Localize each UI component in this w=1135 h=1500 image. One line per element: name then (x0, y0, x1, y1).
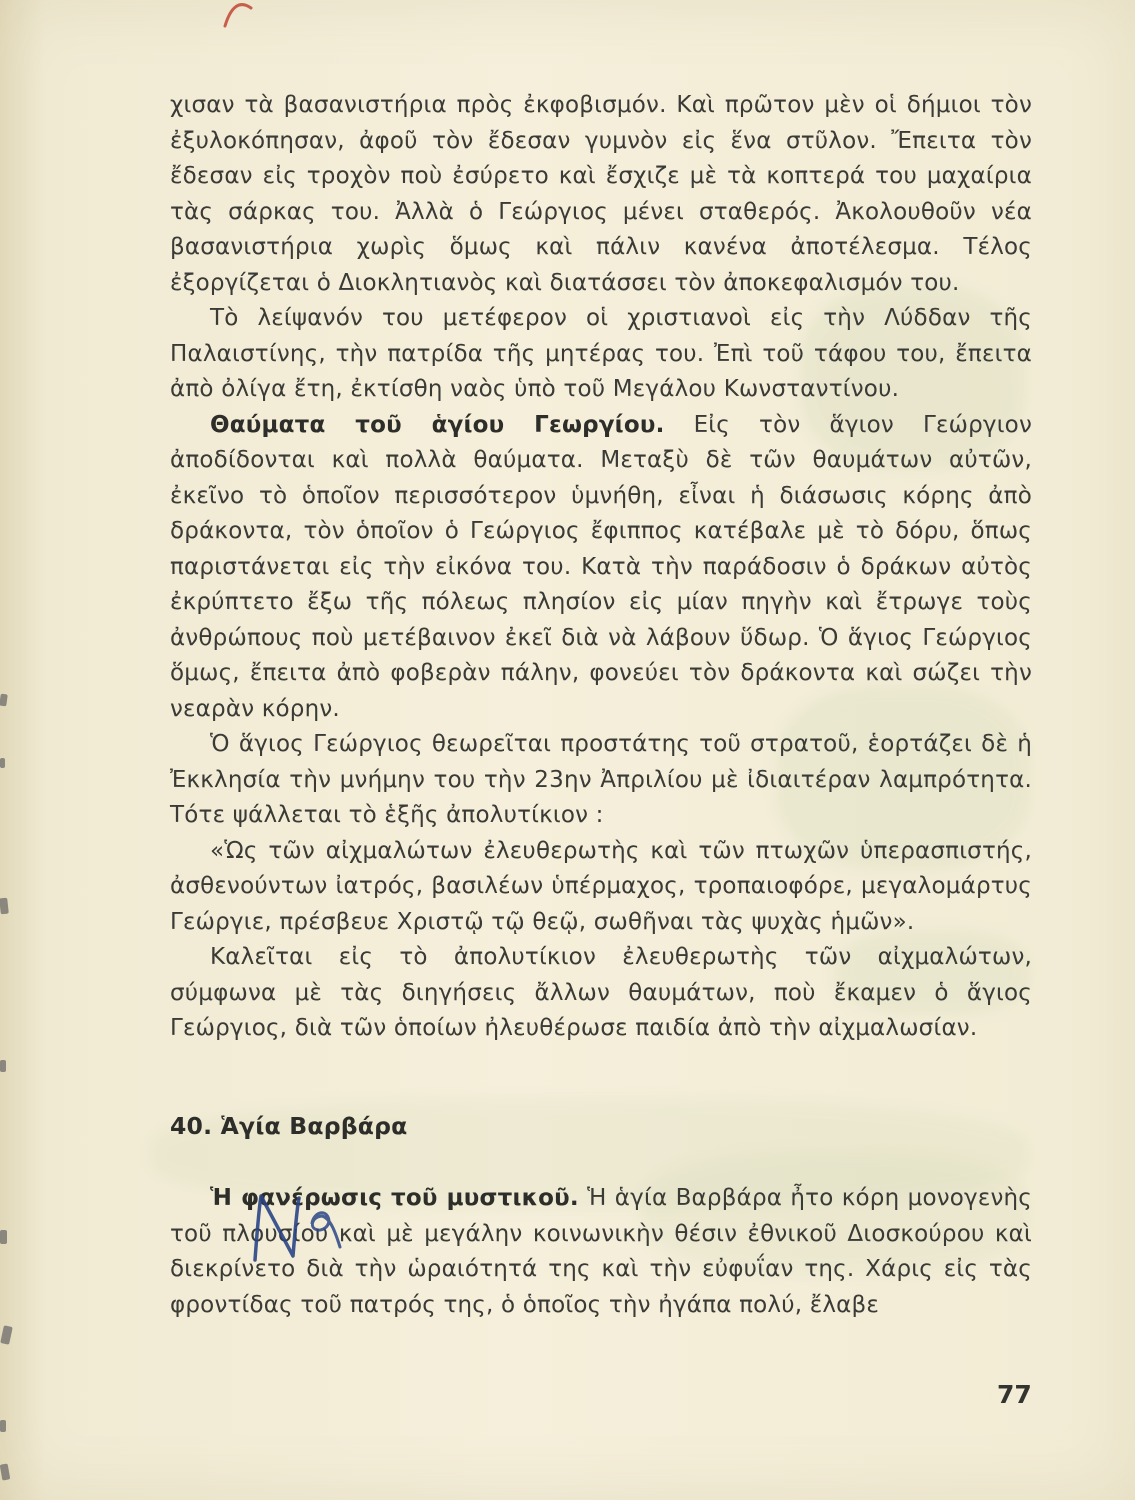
page-edge-mark (0, 694, 8, 707)
paragraph-text: Ἡ ἁγία Βαρβάρα ἦτο κόρη μονογενὴς τοῦ πλουσίου καὶ μὲ μεγάλην κοινωνικὴν θέσιν ἐθνικοῦ Διοσκούρου καὶ διεκρίνετο διὰ τὴν ὡραιότητά της καὶ τὴν εὐφυΐαν της. Χάρις εἰς τὰς φροντίδας τοῦ πατρός της, ὁ ὁποῖος τὴν ἠγάπα πολύ, ἔλαβε (170, 1185, 1033, 1318)
paragraph-text: Εἰς τὸν ἅγιον Γεώργιον ἀποδίδονται καὶ πολλὰ θαύματα. Μεταξὺ δὲ τῶν θαυμάτων αὐτῶν, ἐκεῖνο τὸ ὁποῖον περισσότερον ὑμνήθη, εἶναι ἡ διάσωσις κόρης ἀπὸ δράκοντα, τὸν ὁποῖον ὁ Γεώργιος ἔφιππος κατέβαλε μὲ τὸ δόρυ, ὅπως παριστάνεται εἰς τὴν εἰκόνα του. Κατὰ τὴν παράδοσιν ὁ δράκων αὐτὸς ἐκρύπτετο ἔξω τῆς πόλεως πλησίον εἰς μίαν πηγὴν καὶ ἔτρωγε τοὺς ἀνθρώπους ποὺ μετέβαινον ἐκεῖ διὰ νὰ λάβουν ὕδωρ. Ὁ ἅγιος Γεώργιος ὅμως, ἔπειτα ἀπὸ φοβερὰν πάλην, φονεύει τὸν δράκοντα καὶ σώζει τὴν νεαρὰν κόρην. (170, 411, 1032, 722)
body-paragraph: Ὁ ἅγιος Γεώργιος θεωρεῖται προστάτης τοῦ στρατοῦ, ἑορτάζει δὲ ἡ Ἐκκλησία τὴν μνήμην του τὴν 23ην Ἀπριλίου μὲ ἰδιαιτέραν λαμπρότητα. Τότε ψάλλεται τὸ ἑξῆς ἀπολυτίκιον : (170, 731, 1032, 828)
red-pen-mark (220, 0, 260, 30)
body-paragraph (170, 1181, 1032, 1323)
paragraph-lead-bold: Ἡ φανέρωσις τοῦ μυστικοῦ. (210, 1185, 579, 1211)
body-paragraph: χισαν τὰ βασανιστήρια πρὸς ἐκφοβισμόν. Καὶ πρῶτον μὲν οἱ δήμιοι τὸν ἐξυλοκόπησαν, ἀφοῦ τὸν ἔδεσαν γυμνὸν εἰς ἕνα στῦλον. Ἔπειτα τὸν ἔδεσαν εἰς τροχὸν ποὺ ἐσύρετο καὶ ἔσχιζε μὲ τὰ κοπτερά του μαχαίρια τὰς σάρκας του. Ἀλλὰ ὁ Γεώργιος μένει σταθερός. Ἀκολουθοῦν νέα βασανιστήρια χωρὶς ὅμως καὶ πάλιν κανένα ἀποτέλεσμα. Τέλος ἐξοργίζεται ὁ Διοκλητιανὸς καὶ διατάσσει τὸν ἀποκεφαλισμόν του. (170, 92, 1032, 296)
body-paragraph (170, 408, 1032, 728)
page-number: 77 (997, 1380, 1032, 1409)
page-edge-mark (0, 898, 9, 915)
body-paragraph: Τὸ λείψανόν του μετέφερον οἱ χριστιανοὶ εἰς τὴν Λύδδαν τῆς Παλαιστίνης, τὴν πατρίδα τῆς μητέρας του. Ἐπὶ τοῦ τάφου του, ἔπειτα ἀπὸ ὀλίγα ἔτη, ἐκτίσθη ναὸς ὑπὸ τοῦ Μεγάλου Κωνσταντίνου. (170, 305, 1032, 402)
page-edge-mark (0, 1060, 6, 1072)
body-paragraph: Καλεῖται εἰς τὸ ἀπολυτίκιον ἐλευθερωτὴς τῶν αἰχμαλώτων, σύμφωνα μὲ τὰς διηγήσεις ἄλλων θαυμάτων, ποὺ ἔκαμεν ὁ ἅγιος Γεώργιος, διὰ τῶν ὁποίων ἠλευθέρωσε παιδία ἀπὸ τὴν αἰχμαλωσίαν. (170, 944, 1032, 1041)
page-edge-mark (0, 1463, 10, 1480)
paragraph-lead-bold: Θαύματα τοῦ ἁγίου Γεωργίου. (210, 411, 665, 438)
page-edge-mark (0, 1230, 7, 1244)
body-paragraph: «Ὡς τῶν αἰχμαλώτων ἐλευθερωτὴς καὶ τῶν πτωχῶν ὑπερασπιστής, ἀσθενούντων ἰατρός, βασιλέων ὑπέρμαχος, τροπαιοφόρε, μεγαλομάρτυς Γεώργιε, πρέσβευε Χριστῷ τῷ θεῷ, σωθῆναι τὰς ψυχὰς ἡμῶν». (170, 837, 1032, 935)
page-edge-mark (0, 758, 5, 768)
page-edge-mark (0, 1325, 13, 1344)
text-block (170, 88, 1032, 1323)
section-heading: 40. Ἁγία Βαρβάρα (170, 1111, 408, 1140)
red-ink-stroke (225, 5, 251, 26)
page-edge-mark (0, 1420, 6, 1432)
